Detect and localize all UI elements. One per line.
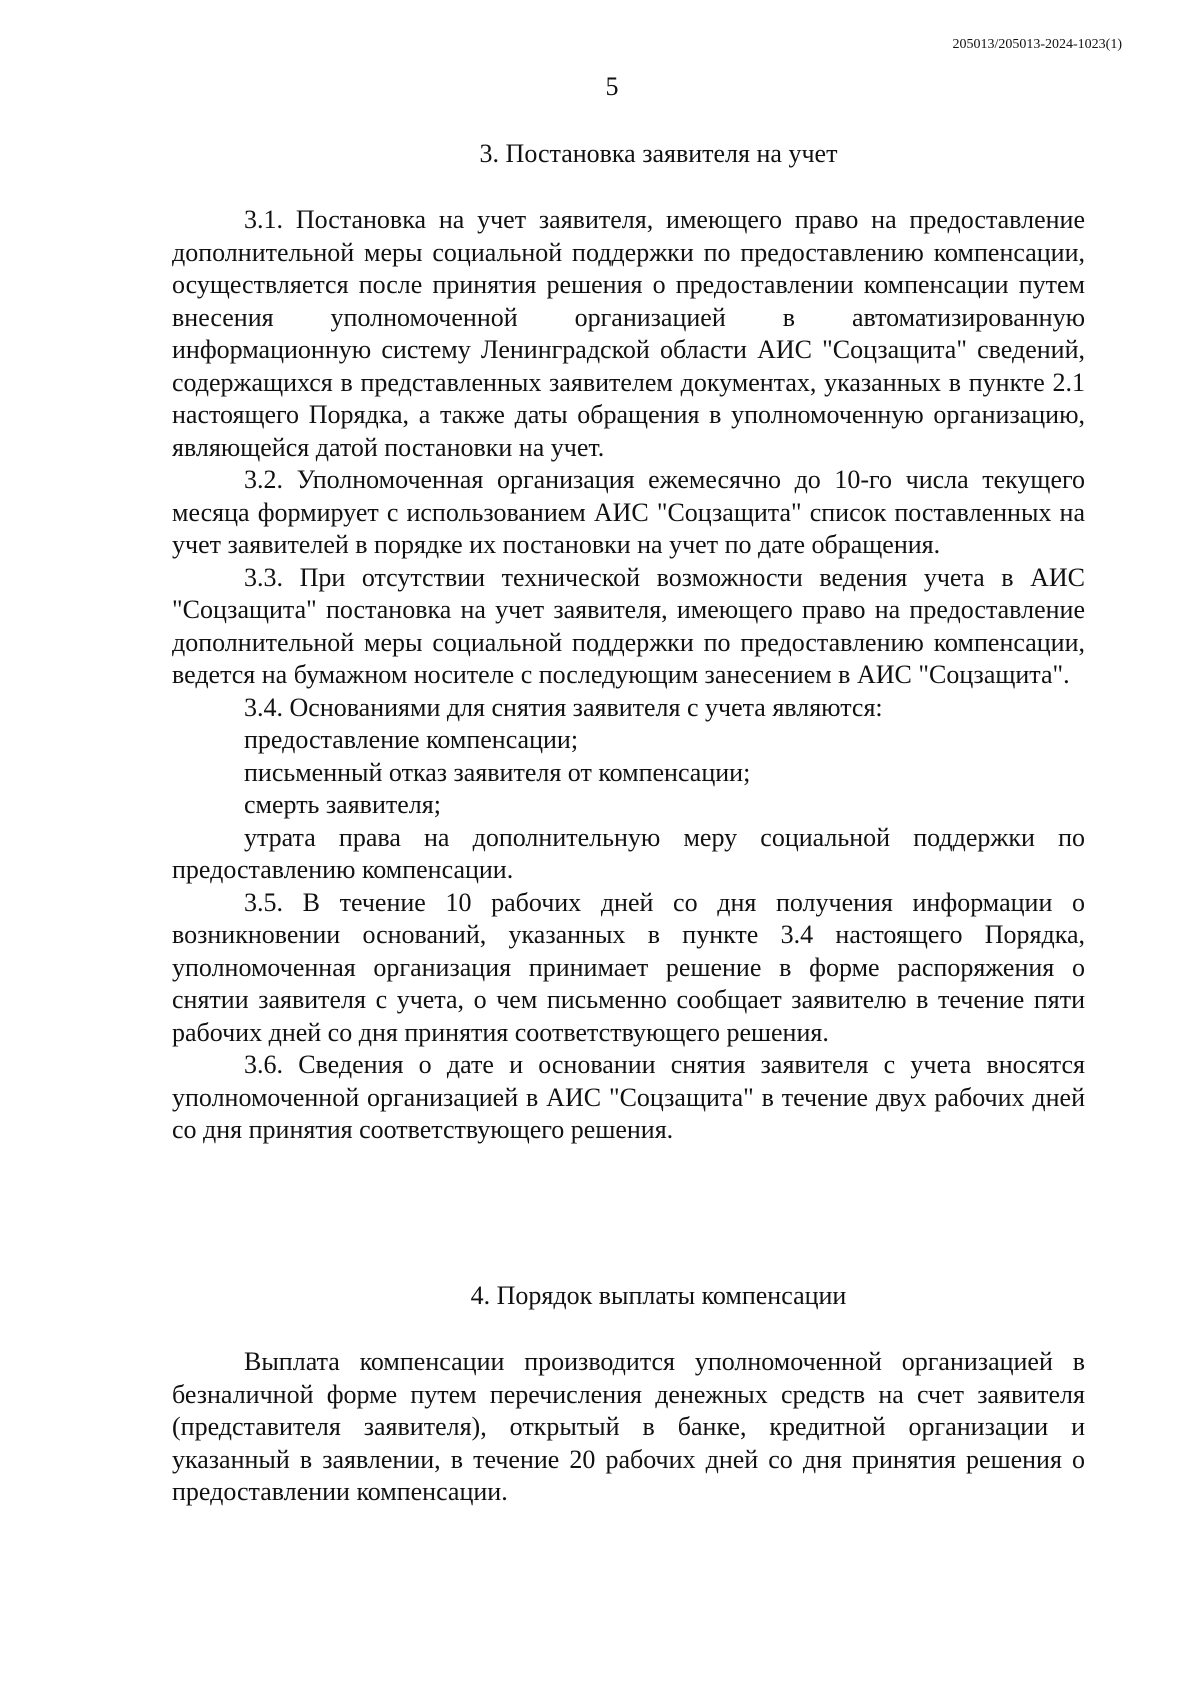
- paragraph-3-3: 3.3. При отсутствии технической возможности ведения учета в АИС "Соцзащита" постановка на учет заявителя, имеющего право на предоставление дополнительной меры социальной поддержки по предоставлению компенсации, ведется на бумажном носителе с последующим занесением в АИС "Соцзащита".: [172, 562, 1085, 689]
- section-4-body: [172, 1346, 1085, 1509]
- document-id: 205013/205013-2024-1023(1): [952, 37, 1122, 52]
- section-4-title: 4. Порядок выплаты компенсации: [470, 1281, 847, 1310]
- paragraph-3-5: 3.5. В течение 10 рабочих дней со дня получения информации о возникновении оснований, указанных в пункте 3.4 настоящего Порядка, уполномоченная организация принимает решение в форме распоряжения о снятии заявителя с учета, о чем письменно сообщает заявителю в течение пяти рабочих дней со дня принятия соответствующего решения.: [172, 887, 1085, 1047]
- list-item: смерть заявителя;: [244, 790, 441, 819]
- list-item: предоставление компенсации;: [244, 725, 579, 754]
- paragraph-3-1: 3.1. Постановка на учет заявителя, имеющего право на предоставление дополнительной меры социальной поддержки по предоставлению компенсации, осуществляется после принятия решения о предоставлении компенсации путем внесения уполномоченной организацией в автоматизированную информационную систему Ленинградской области АИС "Соцзащита" сведений, содержащихся в представленных заявителем документах, указанных в пункте 2.1 настоящего Порядка, а также даты обращения в уполномоченную организацию, являющейся датой постановки на учет.: [172, 205, 1085, 462]
- paragraph-3-2: 3.2. Уполномоченная организация ежемесячно до 10-го числа текущего месяца формирует с использованием АИС "Соцзащита" список поставленных на учет заявителей в порядке их постановки на учет по дате обращения.: [172, 465, 1085, 559]
- section-3-title: 3. Постановка заявителя на учет: [479, 139, 838, 168]
- paragraph-4-1: Выплата компенсации производится уполномоченной организацией в безналичной форме путем перечисления денежных средств на счет заявителя (представителя заявителя), открытый в банке, кредитной организации и указанный в заявлении, в течение 20 рабочих дней со дня принятия решения о предоставлении компенсации.: [172, 1347, 1085, 1506]
- list-item: утрата права на дополнительную меру социальной поддержки по предоставлению компенсации.: [172, 822, 1085, 884]
- list-item: письменный отказ заявителя от компенсации;: [244, 757, 751, 787]
- section-3-body: [172, 204, 1085, 1147]
- page-number: 5: [605, 72, 619, 101]
- paragraph-3-6: 3.6. Сведения о дате и основании снятия заявителя с учета вносятся уполномоченной организацией в АИС "Соцзащита" в течение двух рабочих дней со дня принятия соответствующего решения.: [172, 1050, 1085, 1144]
- paragraph-3-4: 3.4. Основаниями для снятия заявителя с учета являются:: [244, 692, 883, 722]
